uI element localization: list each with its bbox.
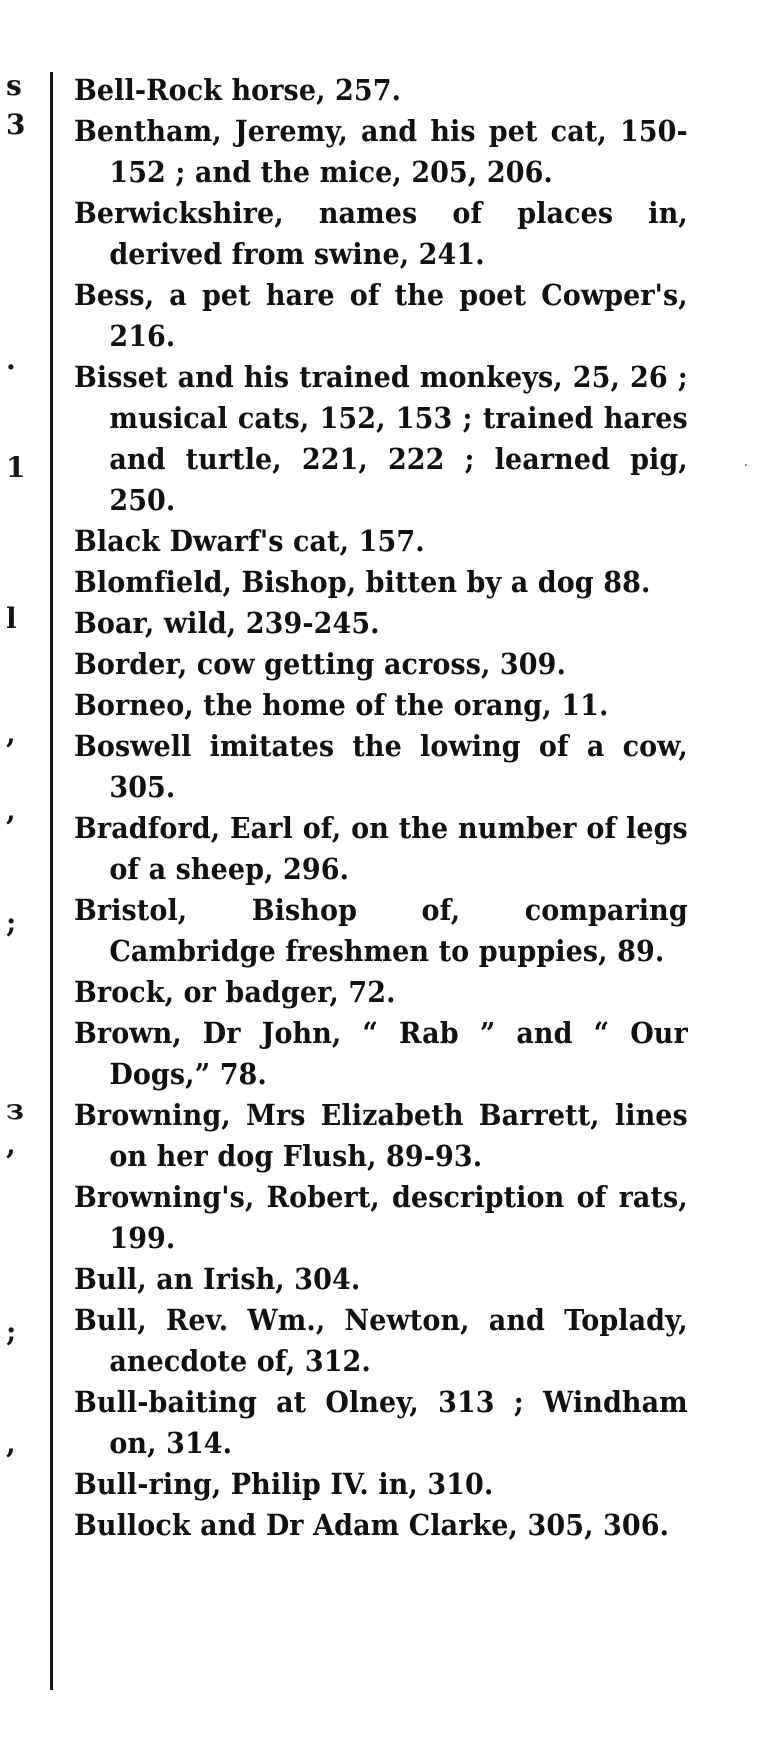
margin-mark: , — [6, 1427, 16, 1460]
index-entry: Browning, Mrs Elizabeth Barrett, lines on her dog Flush, 89-93. — [74, 1098, 688, 1173]
margin-mark: , — [6, 1128, 16, 1161]
margin-mark: l — [6, 602, 17, 635]
index-entry: Berwickshire, names of places in, derived from swine, 241. — [74, 196, 688, 271]
index-entry: Bradford, Earl of, on the number of legs of a sheep, 296. — [74, 811, 688, 886]
margin-mark: 1 — [6, 451, 26, 484]
stray-dot — [745, 464, 747, 466]
index-entry: Blomfield, Bishop, bitten by a dog 88. — [74, 565, 651, 599]
margin-mark: 3 — [6, 108, 26, 141]
index-entry: Black Dwarf's cat, 157. — [74, 524, 425, 558]
left-margin-fragments — [0, 0, 30, 1739]
margin-mark: з — [6, 1093, 24, 1126]
index-entry: Brown, Dr John, “ Rab ” and “ Our Dogs,” 78. — [74, 1016, 688, 1091]
index-entry: Bull-ring, Philip IV. in, 310. — [74, 1467, 494, 1501]
margin-mark: , — [6, 717, 16, 750]
index-entry: Boswell imitates the lowing of a cow, 305. — [74, 729, 688, 804]
index-entry: Border, cow getting across, 309. — [74, 647, 566, 681]
column-rule — [50, 72, 53, 1690]
index-entry: Brock, or badger, 72. — [74, 975, 396, 1009]
index-entry: Boar, wild, 239-245. — [74, 606, 380, 640]
index-entry: Bull, Rev. Wm., Newton, and Toplady, anecdote of, 312. — [74, 1303, 688, 1378]
index-entry: Borneo, the home of the orang, 11. — [74, 688, 609, 722]
margin-mark: s — [6, 69, 22, 102]
index-column — [74, 70, 688, 1546]
index-entry: Bentham, Jeremy, and his pet cat, 150-152 ; and the mice, 205, 206. — [74, 114, 688, 189]
margin-mark: . — [6, 343, 16, 376]
index-entry: Bess, a pet hare of the poet Cowper's, 216. — [74, 278, 688, 353]
margin-mark: ; — [6, 1315, 17, 1348]
margin-mark: ; — [6, 906, 17, 939]
index-entry: Browning's, Robert, description of rats, 199. — [74, 1180, 688, 1255]
index-entry: Bull, an Irish, 304. — [74, 1262, 361, 1296]
index-entry: Bell-Rock horse, 257. — [74, 73, 402, 107]
index-entry: Bullock and Dr Adam Clarke, 305, 306. — [74, 1508, 670, 1542]
margin-mark: , — [6, 794, 16, 827]
index-entry: Bull-baiting at Olney, 313 ; Windham on, 314. — [74, 1385, 688, 1460]
index-entry: Bristol, Bishop of, comparing Cambridge freshmen to puppies, 89. — [74, 893, 688, 968]
index-entry: Bisset and his trained monkeys, 25, 26 ; musical cats, 152, 153 ; trained hares and turtle, 221, 222 ; learned pig, 250. — [74, 360, 688, 517]
